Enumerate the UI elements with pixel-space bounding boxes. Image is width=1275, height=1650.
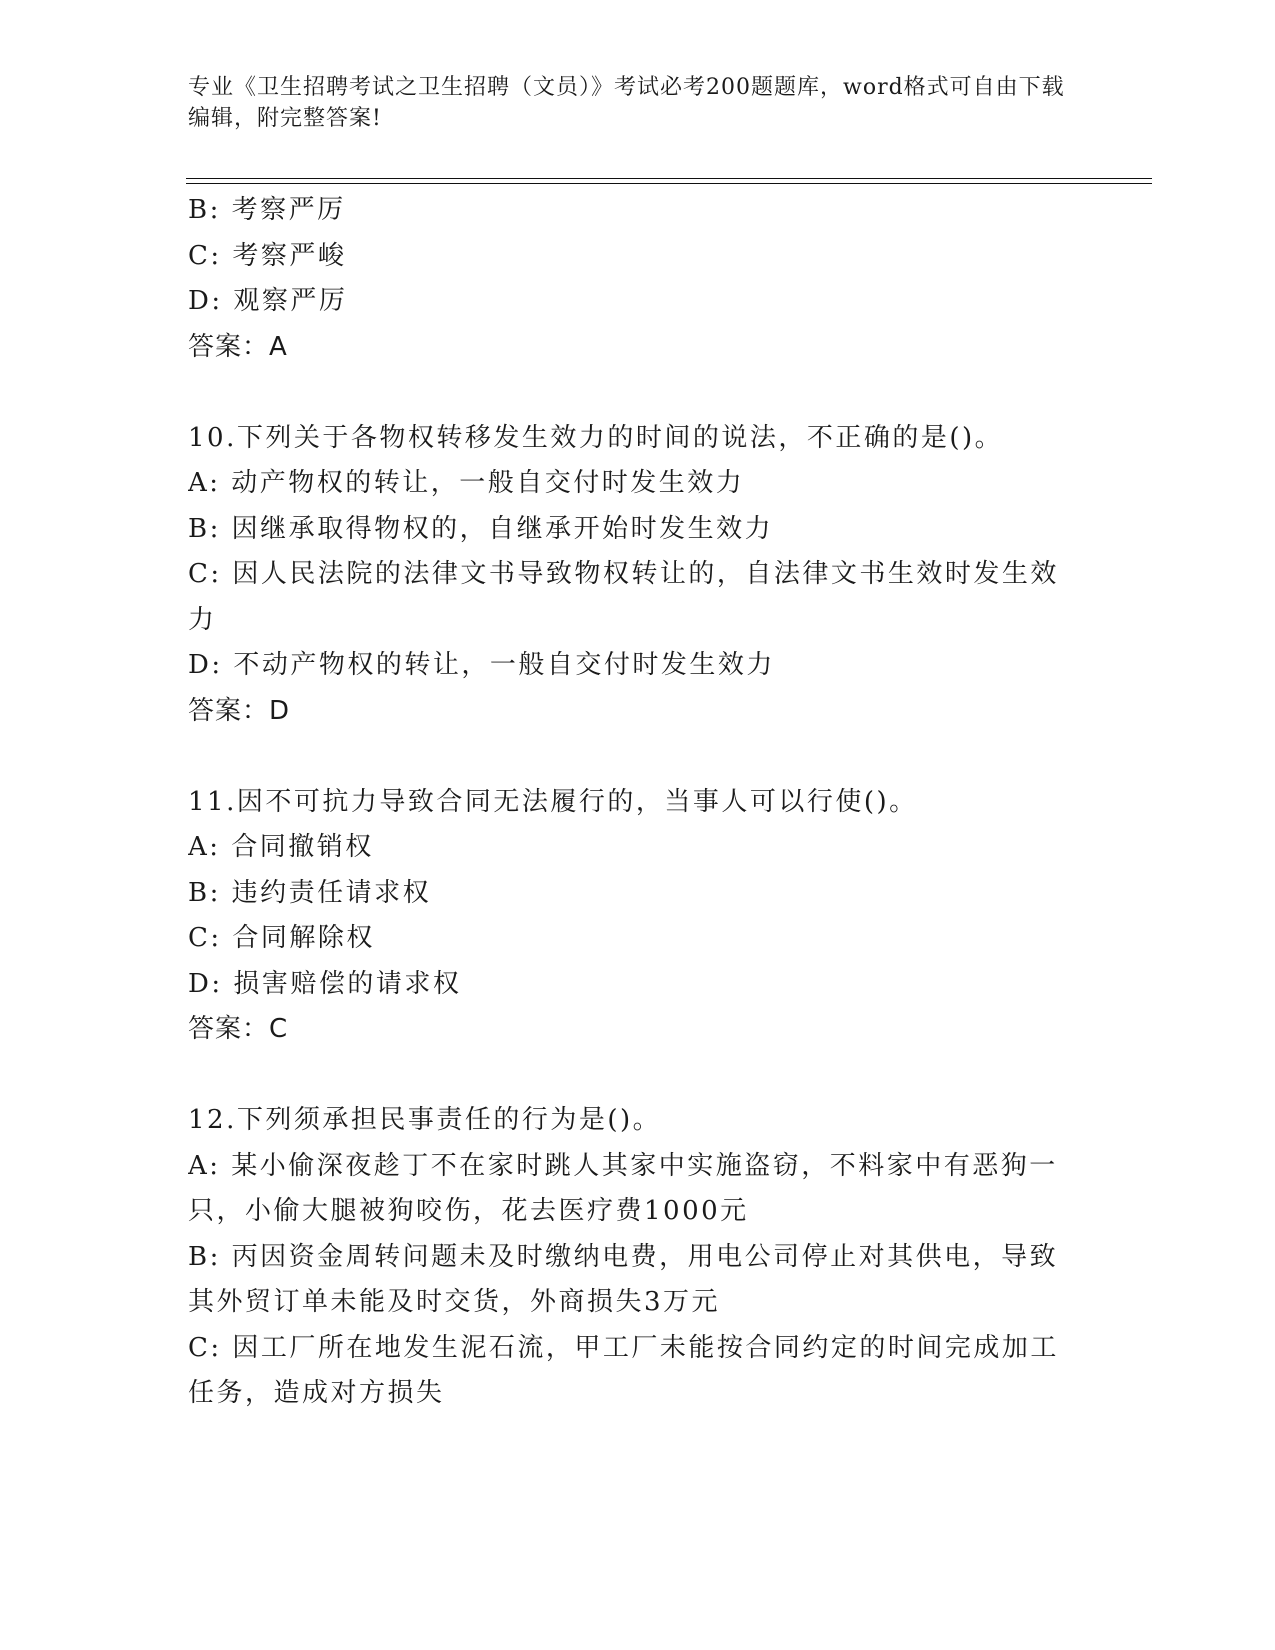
question-gap [188,1053,1068,1099]
option-b: B: 丙因资金周转问题未及时缴纳电费，用电公司停止对其供电，导致 [188,1241,1059,1272]
question-gap [188,734,1068,780]
question-gap [188,370,1068,416]
question-stem: 11.因不可抗力导致合同无法履行的，当事人可以行使()。 [188,786,918,817]
option-d: D: 损害赔偿的请求权 [188,968,462,999]
document-header: 专业《卫生招聘考试之卫生招聘（文员）》考试必考200题题库，word格式可自由下载编辑，附完整答案! [188,75,1065,131]
header-divider-top [186,178,1152,179]
question-content [188,188,1068,1417]
option-c-continued: 任务，造成对方损失 [188,1378,445,1408]
answer-line: 答案：C [188,1014,289,1044]
option-a: A: 某小偷深夜趁丁不在家时跳人其家中实施盗窃，不料家中有恶狗一 [188,1150,1058,1181]
option-c: C: 考察严峻 [188,240,347,271]
option-d: D: 不动产物权的转让，一般自交付时发生效力 [188,650,775,680]
option-d: D: 观察严厉 [188,286,348,316]
option-a: A: 合同撤销权 [188,832,374,862]
option-b-continued: 其外贸订单未能及时交货，外商损失3万元 [188,1287,721,1317]
option-b: B: 考察严厉 [188,195,346,225]
option-c: C: 因工厂所在地发生泥石流，甲工厂未能按合同约定的时间完成加工 [188,1332,1059,1363]
question-stem: 10.下列关于各物权转移发生效力的时间的说法，不正确的是()。 [188,422,1004,453]
answer-line: 答案：A [188,331,288,362]
header-divider-bottom [186,183,1152,184]
option-c: C: 因人民法院的法律文书导致物权转让的，自法律文书生效时发生效 [188,559,1059,589]
option-a-continued: 只，小偷大腿被狗咬伤，花去医疗费1000元 [188,1196,749,1226]
option-a: A: 动产物权的转让，一般自交付时发生效力 [188,468,745,498]
option-c-continued: 力 [188,604,217,635]
option-c: C: 合同解除权 [188,923,375,953]
option-b: B: 因继承取得物权的，自继承开始时发生效力 [188,513,774,544]
option-b: B: 违约责任请求权 [188,877,432,908]
question-stem: 12.下列须承担民事责任的行为是()。 [188,1105,662,1135]
answer-line: 答案：D [188,695,291,726]
